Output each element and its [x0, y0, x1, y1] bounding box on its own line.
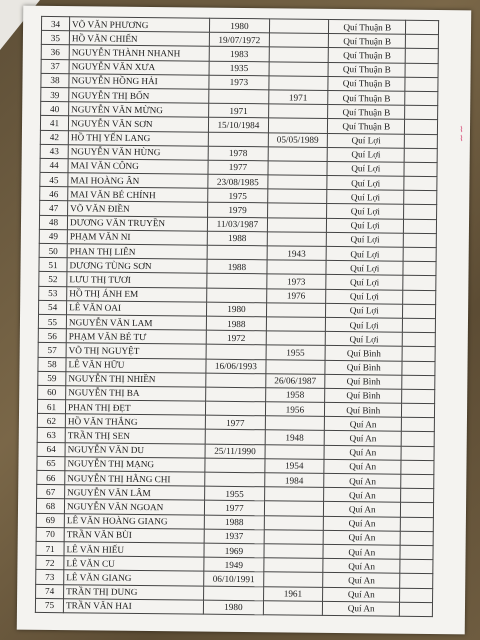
birth-date-female — [267, 203, 327, 218]
row-number: 39 — [41, 87, 69, 101]
birth-date-male: 1972 — [206, 330, 266, 345]
blank-cell — [401, 488, 434, 503]
birth-date-female — [268, 147, 328, 162]
row-number: 48 — [39, 215, 67, 229]
row-number: 53 — [39, 286, 67, 300]
birth-date-male — [207, 245, 267, 260]
birth-date-male: 1988 — [204, 515, 264, 530]
birth-date-male: 1973 — [209, 75, 269, 90]
birth-date-female — [268, 104, 328, 119]
hamlet-name: Quí Lợi — [326, 232, 404, 247]
hamlet-name: Quí An — [324, 431, 402, 446]
blank-cell — [403, 290, 436, 305]
birth-date-male — [205, 458, 265, 473]
birth-date-male: 25/11/1990 — [205, 444, 265, 459]
row-number: 49 — [39, 229, 67, 243]
row-number: 40 — [41, 102, 69, 116]
birth-date-female — [266, 331, 326, 346]
blank-cell — [402, 375, 435, 390]
birth-date-female — [263, 600, 323, 615]
birth-date-male: 1988 — [207, 259, 267, 274]
birth-date-female: 1958 — [265, 388, 325, 403]
person-name: TRẦN THỊ DUNG — [64, 584, 204, 600]
person-name: VÕ VĂN ĐIỀN — [68, 201, 208, 217]
row-number: 42 — [40, 130, 68, 144]
person-name: TRẦN VĂN HAI — [63, 598, 203, 614]
row-number: 46 — [40, 187, 68, 201]
blank-cell — [403, 304, 436, 319]
person-name: LƯU THỊ TƯƠI — [67, 272, 207, 288]
birth-date-female — [265, 416, 325, 431]
birth-date-male: 1988 — [207, 231, 267, 246]
person-name: NGUYỄN VĂN MỪNG — [69, 102, 209, 118]
blank-cell — [406, 34, 439, 49]
birth-date-female: 1971 — [268, 90, 328, 105]
birth-date-female — [264, 501, 324, 516]
birth-date-female — [269, 33, 329, 48]
hamlet-name: Quí An — [324, 473, 402, 488]
row-number: 66 — [37, 470, 65, 484]
birth-date-male: 16/06/1993 — [206, 359, 266, 374]
birth-date-male — [204, 586, 264, 601]
person-name: DƯƠNG TÙNG SƠN — [67, 258, 207, 274]
birth-date-female: 1954 — [265, 459, 325, 474]
birth-date-female: 1948 — [265, 430, 325, 445]
blank-cell — [404, 176, 437, 191]
blank-cell — [400, 559, 433, 574]
birth-date-female: 1961 — [263, 586, 323, 601]
birth-date-male: 1980 — [207, 302, 267, 317]
row-number: 38 — [41, 73, 69, 87]
birth-date-male: 11/03/1987 — [208, 217, 268, 232]
row-number: 44 — [40, 158, 68, 172]
birth-date-female — [269, 19, 329, 34]
birth-date-male: 1975 — [208, 188, 268, 203]
person-name: NGUYỄN THÀNH NHANH — [69, 45, 209, 61]
hamlet-name: Quí Thuận B — [328, 48, 406, 63]
birth-date-male: 1983 — [209, 47, 269, 62]
blank-cell — [405, 148, 438, 163]
hamlet-name: Quí An — [323, 587, 401, 602]
hamlet-name: Quí An — [324, 488, 402, 503]
birth-date-male: 15/10/1984 — [209, 118, 269, 133]
person-name: MAI HOÀNG ÂN — [68, 173, 208, 189]
blank-cell — [400, 588, 433, 603]
row-number: 54 — [39, 300, 67, 314]
row-number: 69 — [36, 513, 64, 527]
birth-date-male: 1949 — [204, 557, 264, 572]
birth-date-female — [267, 232, 327, 247]
row-number: 59 — [38, 371, 66, 385]
hamlet-name: Quí An — [323, 502, 401, 517]
birth-date-female — [268, 161, 328, 176]
blank-cell — [403, 332, 436, 347]
hamlet-name: Quí An — [324, 445, 402, 460]
birth-date-male: 1979 — [208, 203, 268, 218]
hamlet-name: Quí An — [323, 573, 401, 588]
person-name: PHAN THỊ LIÊN — [67, 244, 207, 260]
birth-date-male: 1971 — [209, 103, 269, 118]
red-handwritten-mark: ⌇⌇ — [457, 125, 466, 143]
row-number: 67 — [37, 485, 65, 499]
birth-date-female — [268, 118, 328, 133]
row-number: 51 — [39, 258, 67, 272]
hamlet-name: Quí Lợi — [327, 204, 405, 219]
blank-cell — [406, 20, 439, 35]
person-name: NGUYỄN VĂN SƠN — [68, 116, 208, 132]
birth-date-male: 1988 — [207, 316, 267, 331]
blank-cell — [402, 389, 435, 404]
birth-date-female: 1955 — [266, 345, 326, 360]
row-number: 36 — [41, 45, 69, 59]
birth-date-female — [267, 260, 327, 275]
hamlet-name: Quí Lợi — [326, 289, 404, 304]
birth-date-male — [206, 373, 266, 388]
blank-cell — [402, 403, 435, 418]
person-name: LÊ VĂN CU — [64, 556, 204, 572]
person-name: DƯƠNG VĂN TRUYỀN — [67, 215, 207, 231]
hamlet-name: Quí Lợi — [326, 218, 404, 233]
person-name: NGUYỄN THỊ BA — [66, 386, 206, 402]
hamlet-name: Quí Lợi — [327, 133, 405, 148]
birth-date-male: 1935 — [209, 61, 269, 76]
person-name: NGUYỄN VĂN XƯA — [69, 59, 209, 75]
blank-cell — [404, 190, 437, 205]
hamlet-name: Quí Thuận B — [328, 62, 406, 77]
blank-cell — [403, 261, 436, 276]
hamlet-name: Quí Lợi — [326, 246, 404, 261]
person-name: NGUYỄN VĂN LAM — [66, 315, 206, 331]
blank-cell — [400, 545, 433, 560]
person-name: LÊ VĂN GIANG — [64, 570, 204, 586]
hamlet-name: Quí Thuận B — [329, 19, 407, 34]
birth-date-male — [206, 387, 266, 402]
person-name: PHAN THỊ ĐẸT — [66, 400, 206, 416]
person-name: VÕ VĂN PHƯƠNG — [70, 17, 210, 33]
hamlet-name: Quí Bình — [325, 360, 403, 375]
blank-cell — [404, 233, 437, 248]
birth-date-female — [269, 76, 329, 91]
hamlet-name: Quí Lợi — [327, 147, 405, 162]
hamlet-name: Quí Lợi — [327, 190, 405, 205]
row-number: 75 — [35, 598, 63, 612]
birth-date-male: 1980 — [204, 600, 264, 615]
birth-date-male: 23/08/1985 — [208, 174, 268, 189]
blank-cell — [405, 105, 438, 120]
blank-cell — [401, 517, 434, 532]
person-name: NGUYỄN VĂN HÙNG — [68, 144, 208, 160]
row-number: 70 — [36, 527, 64, 541]
hamlet-name: Quí Lợi — [325, 317, 403, 332]
birth-date-female — [266, 317, 326, 332]
hamlet-name: Quí Thuận B — [328, 76, 406, 91]
blank-cell — [402, 361, 435, 376]
birth-date-male: 19/07/1972 — [210, 32, 270, 47]
row-number: 65 — [37, 456, 65, 470]
person-name: HỒ VĂN CHIẾN — [69, 31, 209, 47]
birth-date-female — [264, 515, 324, 530]
blank-cell — [402, 417, 435, 432]
hamlet-name: Quí Bình — [325, 388, 403, 403]
birth-date-male: 1977 — [206, 415, 266, 430]
birth-date-female — [266, 359, 326, 374]
person-name: MAI VĂN BÉ CHÍNH — [68, 187, 208, 203]
birth-date-female — [267, 189, 327, 204]
blank-cell — [401, 531, 434, 546]
hamlet-name: Quí Lợi — [326, 261, 404, 276]
birth-date-female — [269, 47, 329, 62]
birth-date-female — [264, 487, 324, 502]
birth-date-male — [206, 344, 266, 359]
birth-date-male: 1955 — [205, 486, 265, 501]
blank-cell — [404, 219, 437, 234]
person-name: NGUYỄN VĂN NGOAN — [64, 499, 204, 515]
blank-cell — [401, 474, 434, 489]
blank-cell — [402, 432, 435, 447]
row-number: 50 — [39, 243, 67, 257]
row-number: 57 — [38, 343, 66, 357]
birth-date-male: 1980 — [210, 18, 270, 33]
hamlet-name: Quí Thuận B — [328, 119, 406, 134]
hamlet-name: Quí Lợi — [327, 161, 405, 176]
blank-cell — [404, 205, 437, 220]
row-number: 73 — [36, 570, 64, 584]
hamlet-name: Quí Lợi — [325, 332, 403, 347]
blank-cell — [400, 574, 433, 589]
person-name: NGUYỄN THỊ NHIỀN — [66, 371, 206, 387]
birth-date-male: 1977 — [205, 501, 265, 516]
birth-date-male — [207, 288, 267, 303]
blank-cell — [404, 162, 437, 177]
row-number: 61 — [37, 399, 65, 413]
row-number: 71 — [36, 541, 64, 555]
hamlet-name: Quí An — [322, 601, 400, 616]
birth-date-female — [267, 217, 327, 232]
hamlet-name: Quí An — [323, 544, 401, 559]
birth-date-female — [267, 175, 327, 190]
row-number: 47 — [40, 201, 68, 215]
person-name: PHẠM VĂN NI — [67, 230, 207, 246]
birth-date-female — [266, 303, 326, 318]
hamlet-name: Quí Bình — [325, 374, 403, 389]
hamlet-name: Quí An — [324, 417, 402, 432]
person-name: LÊ VĂN HỮU — [66, 357, 206, 373]
row-number: 62 — [37, 414, 65, 428]
row-number: 64 — [37, 442, 65, 456]
hamlet-name: Quí Thuận B — [328, 34, 406, 49]
blank-cell — [401, 460, 434, 475]
birth-date-male — [207, 274, 267, 289]
birth-date-female: 1943 — [267, 246, 327, 261]
blank-cell — [403, 276, 436, 291]
person-name: HỒ THỊ YẾN LANG — [68, 130, 208, 146]
birth-date-male: 06/10/1991 — [204, 571, 264, 586]
person-name: NGUYỄN VĂN LÂM — [65, 485, 205, 501]
birth-date-male — [208, 132, 268, 147]
birth-date-male — [205, 430, 265, 445]
birth-date-female — [264, 544, 324, 559]
birth-date-male: 1978 — [208, 146, 268, 161]
blank-cell — [401, 503, 434, 518]
person-name: LÊ VĂN OAI — [67, 300, 207, 316]
person-name: PHẠM VĂN BÉ TƯ — [66, 329, 206, 345]
person-name: NGUYỄN THỊ BỐN — [69, 88, 209, 104]
hamlet-name: Quí Lợi — [326, 303, 404, 318]
row-number: 45 — [40, 172, 68, 186]
person-name: TRẦN VĂN BÙI — [64, 527, 204, 543]
person-name: HỒ VĂN THẮNG — [65, 414, 205, 430]
birth-date-female — [269, 61, 329, 76]
hamlet-name: Quí An — [323, 516, 401, 531]
person-name: NGUYỄN HỒNG HẢI — [69, 73, 209, 89]
person-name: NGUYỄN THỊ MẠNG — [65, 457, 205, 473]
blank-cell — [403, 318, 436, 333]
person-name: LÊ VĂN HOÀNG GIANG — [64, 513, 204, 529]
hamlet-name: Quí Bình — [325, 402, 403, 417]
blank-cell — [401, 446, 434, 461]
blank-cell — [402, 347, 435, 362]
blank-cell — [405, 77, 438, 92]
birth-date-male: 1977 — [208, 160, 268, 175]
row-number: 55 — [38, 314, 66, 328]
hamlet-name: Quí Bình — [325, 346, 403, 361]
blank-cell — [400, 602, 433, 617]
blank-cell — [405, 91, 438, 106]
birth-date-male: 1969 — [204, 543, 264, 558]
birth-date-male — [206, 401, 266, 416]
row-number: 58 — [38, 357, 66, 371]
birth-date-female: 1976 — [266, 288, 326, 303]
row-number: 74 — [36, 584, 64, 598]
birth-date-male: 1937 — [204, 529, 264, 544]
row-number: 34 — [41, 16, 69, 30]
birth-date-female: 05/05/1989 — [268, 132, 328, 147]
hamlet-name: Quí An — [324, 459, 402, 474]
row-number: 60 — [38, 385, 66, 399]
birth-date-female: 1984 — [264, 473, 324, 488]
birth-date-male — [205, 472, 265, 487]
row-number: 56 — [38, 329, 66, 343]
row-number: 43 — [40, 144, 68, 158]
birth-date-female — [263, 558, 323, 573]
blank-cell — [405, 63, 438, 78]
hamlet-name: Quí An — [323, 530, 401, 545]
row-number: 68 — [36, 499, 64, 513]
person-name: MAI VĂN CÔNG — [68, 159, 208, 175]
birth-date-female — [264, 530, 324, 545]
birth-date-female — [265, 444, 325, 459]
birth-date-female — [263, 572, 323, 587]
row-number: 35 — [41, 31, 69, 45]
hamlet-name: Quí An — [323, 559, 401, 574]
blank-cell — [405, 120, 438, 135]
row-number: 72 — [36, 556, 64, 570]
hamlet-name: Quí Lợi — [327, 175, 405, 190]
birth-date-female: 1973 — [266, 274, 326, 289]
row-number: 52 — [39, 272, 67, 286]
person-name: NGUYỄN THỊ HẰNG CHI — [65, 471, 205, 487]
hamlet-name: Quí Thuận B — [328, 105, 406, 120]
person-name: LÊ VĂN HIẾU — [64, 542, 204, 558]
blank-cell — [404, 247, 437, 262]
row-number: 63 — [37, 428, 65, 442]
birth-date-female: 26/06/1987 — [265, 373, 325, 388]
person-name: TRẦN THỊ SEN — [65, 428, 205, 444]
row-number: 41 — [40, 116, 68, 130]
beneficiary-table — [35, 16, 439, 617]
person-name: NGUYỄN VĂN DU — [65, 442, 205, 458]
blank-cell — [406, 49, 439, 64]
hamlet-name: Quí Lợi — [326, 275, 404, 290]
hamlet-name: Quí Thuận B — [328, 90, 406, 105]
blank-cell — [405, 134, 438, 149]
row-number: 37 — [41, 59, 69, 73]
birth-date-male — [209, 89, 269, 104]
birth-date-female: 1956 — [265, 402, 325, 417]
person-name: VÕ THỊ NGUYỆT — [66, 343, 206, 359]
person-name: HỒ THỊ ÁNH EM — [67, 286, 207, 302]
